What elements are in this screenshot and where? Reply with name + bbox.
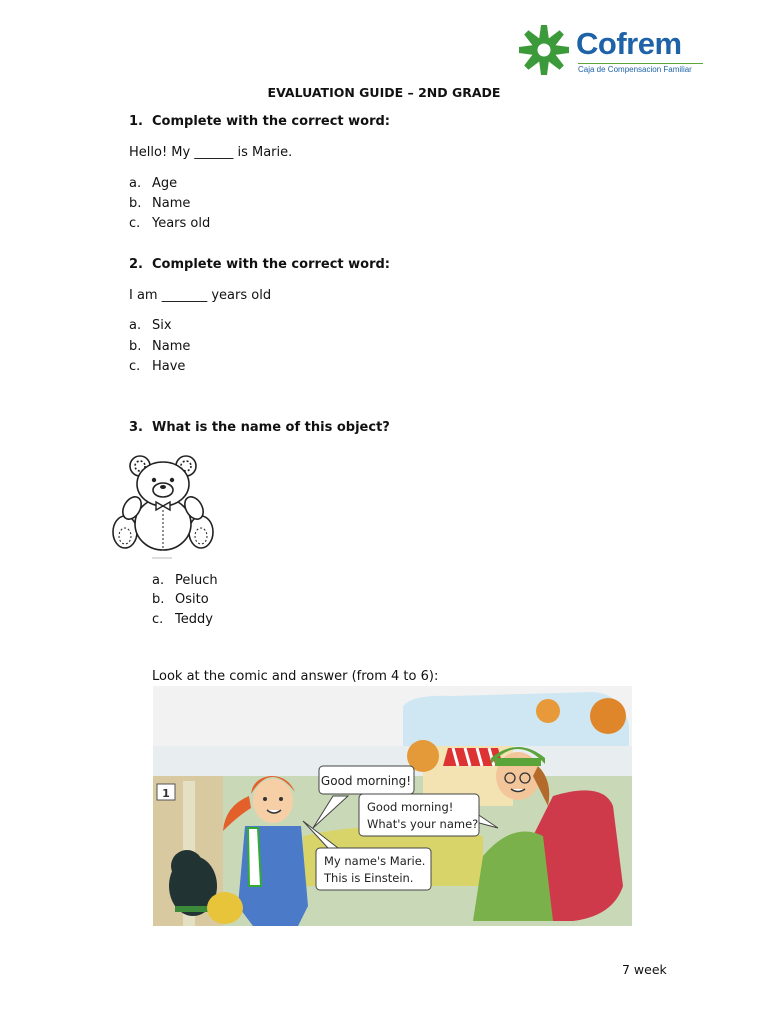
comic-illustration — [153, 686, 632, 926]
logo-subtitle: Caja de Compensacion Familiar — [578, 63, 703, 74]
speech-bubble-1: Good morning! — [320, 774, 412, 788]
question-prompt: What is the name of this object? — [152, 420, 390, 435]
question-1-sentence: Hello! My ______ is Marie. — [129, 145, 293, 160]
option-item: a. Six — [129, 318, 172, 333]
cofrem-flower-icon — [516, 22, 572, 78]
option-item: c. Have — [129, 359, 186, 374]
cofrem-logo — [516, 22, 711, 78]
option-item: b. Osito — [152, 592, 209, 607]
question-3 — [129, 420, 390, 435]
option-item: b. Name — [129, 339, 191, 354]
option-item: a. Age — [129, 176, 178, 191]
speech-bubble-2-line-2: What's your name? — [367, 817, 479, 831]
option-item: a. Peluch — [152, 573, 218, 588]
page-footer: 7 week — [622, 962, 667, 977]
speech-bubble-2-line-1: Good morning! — [367, 800, 454, 814]
question-prompt: Complete with the correct word: — [152, 257, 391, 272]
comic-scene — [153, 686, 632, 926]
question-number: 3. — [129, 420, 143, 435]
question-number: 1. — [129, 114, 143, 129]
speech-bubble-3-line-1: My name's Marie. — [324, 854, 426, 868]
comic-instructions: Look at the comic and answer (from 4 to 6): — [152, 669, 439, 684]
logo-wordmark: Cofrem — [576, 26, 682, 61]
question-2 — [129, 257, 390, 272]
panel-number: 1 — [162, 787, 170, 800]
option-item: c. Teddy — [152, 612, 213, 627]
option-item: b. Name — [129, 196, 191, 211]
teddy-bear-icon — [110, 452, 216, 560]
page-title: EVALUATION GUIDE – 2ND GRADE — [267, 85, 501, 100]
question-prompt: Complete with the correct word: — [152, 114, 391, 129]
speech-bubble-3-line-2: This is Einstein. — [324, 871, 414, 885]
question-1 — [129, 114, 390, 129]
option-item: c. Years old — [129, 216, 211, 231]
question-2-sentence: I am _______ years old — [129, 288, 272, 303]
question-number: 2. — [129, 257, 143, 272]
